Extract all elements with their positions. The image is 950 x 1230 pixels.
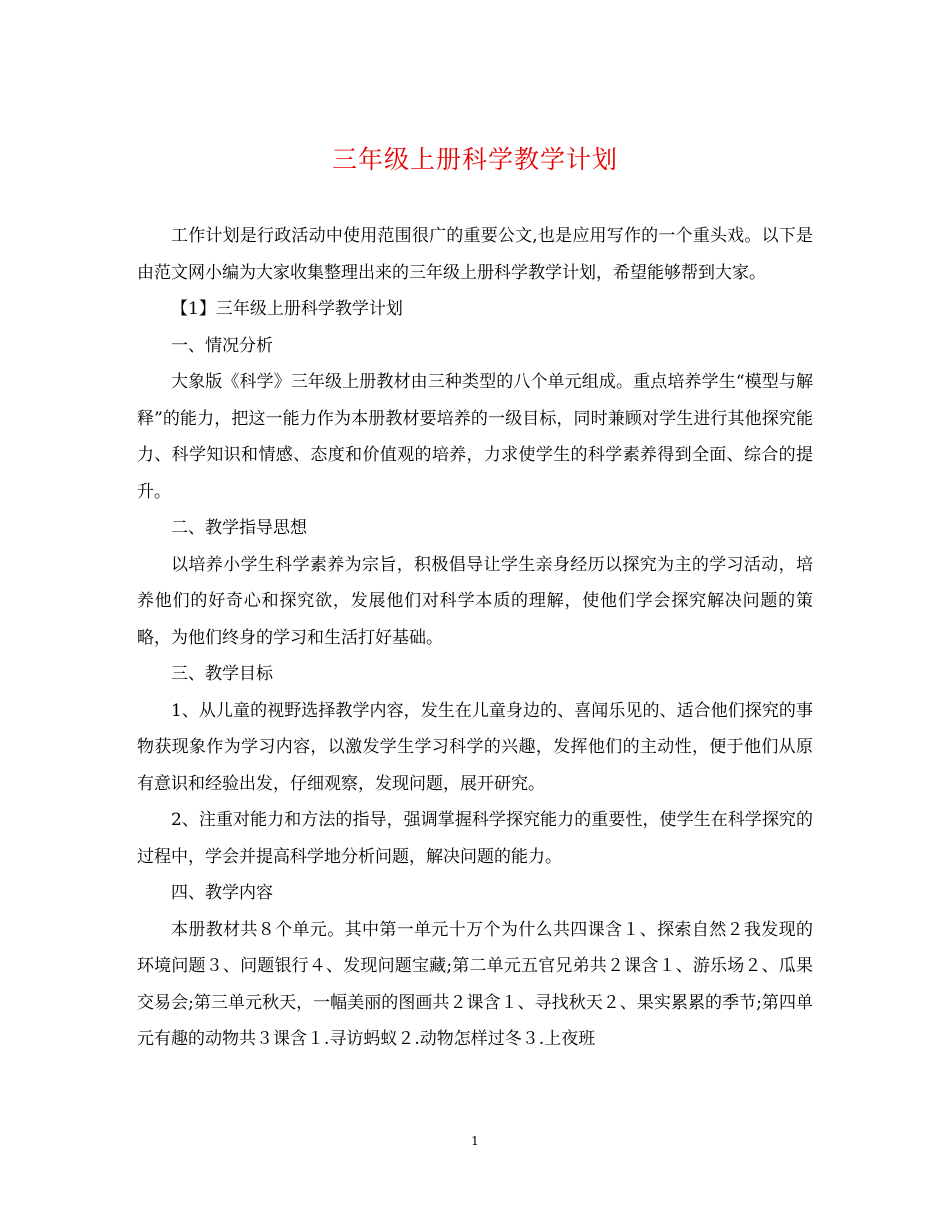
teaching-content-paragraph: 本册教材共８个单元。其中第一单元十万个为什么共四课含１、探索自然２我发现的环境问题３、问题银行４、发现问题宝藏;第二单元五官兄弟共２课含１、游乐场２、瓜果交易会;第三单元秋天，一幅美丽的图画共２课含１、寻找秋天２、果实累累的季节;第四单元有趣的动物共３课含１.寻访蚂蚁２.动物怎样过冬３.上夜班 [137, 919, 813, 1049]
section-heading-guiding-ideology: 二、教学指导思想 [171, 518, 307, 538]
teaching-goal-item-1: 1、从儿童的视野选择教学内容，发生在儿童身边的、喜闻乐见的、适合他们探究的事物获现象作为学习内容，以激发学生学习科学的兴趣，发挥他们的主动性，便于他们从原有意识和经验出发，仔细观察，发现问题，展开研究。 [137, 700, 813, 794]
document-title: 三年级上册科学教学计划 [331, 145, 618, 174]
section-heading-1: 【1】三年级上册科学教学计划 [171, 299, 403, 319]
situation-analysis-paragraph: 大象版《科学》三年级上册教材由三种类型的八个单元组成。重点培养学生“模型与解释”的能力，把这一能力作为本册教材要培养的一级目标，同时兼顾对学生进行其他探究能力、科学知识和情感、态度和价值观的培养，力求使学生的科学素养得到全面、综合的提升。 [137, 372, 813, 502]
teaching-goal-item-2: 2、注重对能力和方法的指导，强调掌握科学探究能力的重要性，使学生在科学探究的过程中，学会并提高科学地分析问题，解决问题的能力。 [137, 810, 813, 867]
section-heading-teaching-content: 四、教学内容 [171, 883, 273, 903]
document-body [137, 218, 813, 1058]
page-number: 1 [471, 1134, 479, 1148]
guiding-ideology-paragraph: 以培养小学生科学素养为宗旨，积极倡导让学生亲身经历以探究为主的学习活动，培养他们的好奇心和探究欲，发展他们对科学本质的理解，使他们学会探究解决问题的策略，为他们终身的学习和生活打好基础。 [137, 554, 813, 648]
intro-paragraph: 工作计划是行政活动中使用范围很广的重要公文,也是应用写作的一个重头戏。以下是由范文网小编为大家收集整理出来的三年级上册科学教学计划，希望能够帮到大家。 [137, 226, 813, 283]
section-heading-situation-analysis: 一、情况分析 [171, 335, 273, 356]
section-heading-teaching-goals: 三、教学目标 [171, 664, 273, 684]
